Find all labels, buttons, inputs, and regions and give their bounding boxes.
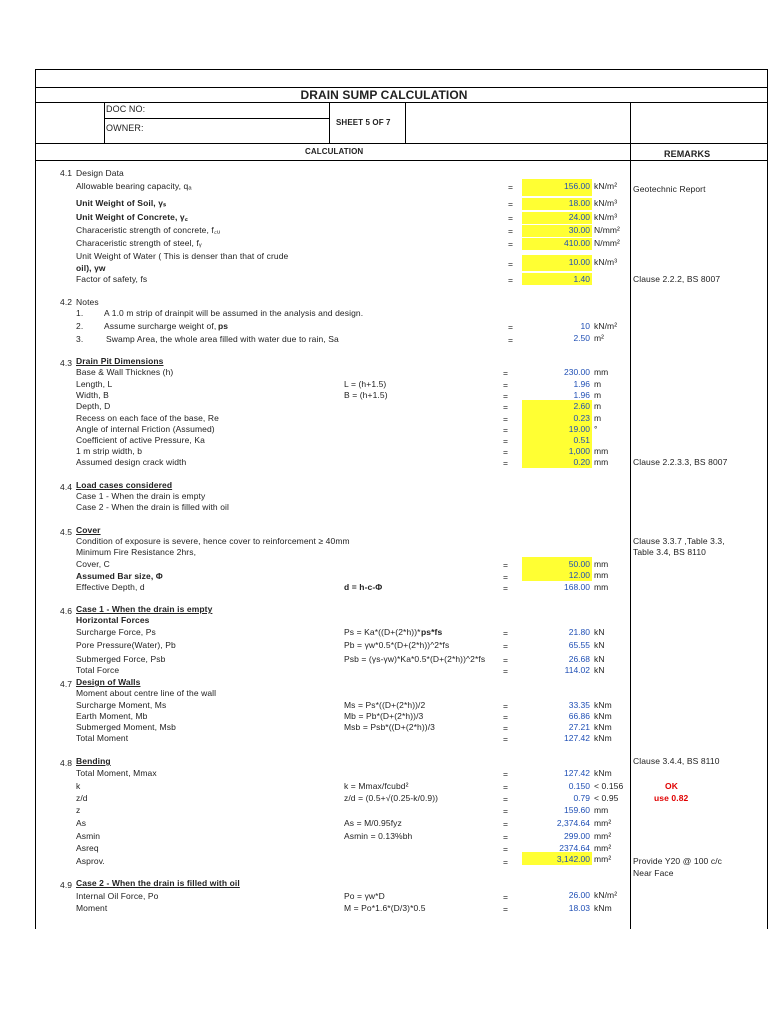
- unit: mm²: [594, 854, 612, 864]
- unit: mm: [594, 367, 609, 377]
- formula: k = Mmax/fcubd²: [344, 781, 409, 791]
- unit: mm: [594, 805, 609, 815]
- equals: =: [503, 425, 509, 435]
- remark: Clause 2.2.2, BS 8007: [633, 274, 721, 284]
- row-label: Unit Weight of Water ( This is denser than that of crude: [76, 251, 289, 261]
- row-label: Recess on each face of the base, Re: [76, 413, 219, 423]
- doc-no-label: DOC NO:: [106, 104, 146, 114]
- formula: Msb = Psb*((D+(2*h))/3: [344, 722, 436, 732]
- row-label: Depth, D: [76, 401, 111, 411]
- section-number: 4.8: [60, 758, 73, 768]
- formula: Psb = (γs-γw)*Ka*0.5*(D+(2*h))^2*fs: [344, 654, 486, 664]
- equals: =: [503, 447, 509, 457]
- row-label: Angle of internal Friction (Assumed): [76, 424, 215, 434]
- section-title: Case 1 - When the drain is empty: [76, 604, 213, 614]
- row-label: Assumed Bar size, Φ: [76, 571, 163, 581]
- value: 18.03: [568, 903, 590, 913]
- equals: =: [503, 794, 509, 804]
- value: 10.00: [568, 257, 590, 267]
- unit: kN/m²: [594, 181, 618, 191]
- case-item: Case 1 - When the drain is empty: [76, 491, 206, 501]
- equals: =: [503, 402, 509, 412]
- equals: =: [503, 572, 509, 582]
- value: 2.60: [573, 401, 590, 411]
- formula: Ps = Ka*((D+(2*h))*: [344, 627, 421, 637]
- unit: N/mm²: [594, 225, 620, 235]
- section-number: 4.3: [60, 358, 73, 368]
- equals: =: [508, 322, 514, 332]
- section-title: Notes: [76, 297, 99, 307]
- value: 50.00: [568, 559, 590, 569]
- section-title: Load cases considered: [76, 480, 173, 490]
- section-title: Cover: [76, 525, 101, 535]
- value: 1.96: [573, 390, 590, 400]
- unit: kN: [594, 640, 605, 650]
- formula: Po = γw*D: [344, 891, 385, 901]
- equals: =: [508, 226, 514, 236]
- row-label: Coefficient of active Pressure, Ka: [76, 435, 205, 445]
- unit: m: [594, 379, 602, 389]
- row-label: Assumed design crack width: [76, 457, 187, 467]
- value: 66.86: [568, 711, 590, 721]
- remark: Clause 3.4.4, BS 8110: [633, 756, 720, 766]
- equals: =: [503, 769, 509, 779]
- row-label: Characeristic strength of steel, fᵧ: [76, 238, 202, 248]
- equals: =: [503, 436, 509, 446]
- value: 299.00: [564, 831, 590, 841]
- equals: =: [503, 723, 509, 733]
- section-number: 4.2: [60, 297, 73, 307]
- section-number: 4.9: [60, 880, 73, 890]
- formula: Pb = γw*0.5*(D+(2*h))^2*fs: [344, 640, 450, 650]
- row-label: Unit Weight of Concrete, γ꜀: [76, 212, 188, 222]
- formula: z/d = (0.5+√(0.25-k/0.9)): [344, 793, 439, 803]
- value: 0.20: [573, 457, 590, 467]
- unit: mm²: [594, 818, 612, 828]
- row-label: Base & Wall Thicknes (h): [76, 367, 174, 377]
- value: 0.51: [573, 435, 590, 445]
- formula: L = (h+1.5): [344, 379, 387, 389]
- value: 127.42: [564, 733, 590, 743]
- value: 0.79: [573, 793, 590, 803]
- frame-line: [35, 102, 768, 103]
- value: 1,000: [568, 446, 590, 456]
- value: 2374.64: [559, 843, 590, 853]
- row-label: Submerged Force, Psb: [76, 654, 166, 664]
- unit: m: [594, 413, 602, 423]
- equals: =: [508, 182, 514, 192]
- owner-label: OWNER:: [106, 123, 144, 133]
- equals: =: [503, 819, 509, 829]
- value: 10: [580, 321, 590, 331]
- row-label: Total Force: [76, 665, 120, 675]
- unit: mm²: [594, 843, 612, 853]
- formula: Mb = Pb*(D+(2*h))/3: [344, 711, 424, 721]
- row-label: Minimum Fire Resistance 2hrs,: [76, 547, 197, 557]
- value: 2,374.64: [556, 818, 590, 828]
- value: 26.00: [568, 890, 590, 900]
- frame-line: [329, 102, 330, 143]
- unit: kN/m³: [594, 198, 618, 208]
- row-label: Effective Depth, d: [76, 582, 145, 592]
- page-title: DRAIN SUMP CALCULATION: [300, 88, 468, 102]
- status-note: use 0.82: [654, 793, 689, 803]
- value: 19.00: [568, 424, 590, 434]
- row-label: oil), γw: [76, 263, 106, 273]
- section-number: 4.1: [60, 168, 73, 178]
- row-label: Characeristic strength of concrete, f꜀ᵤ: [76, 225, 221, 235]
- frame-left: [35, 69, 36, 929]
- equals: =: [503, 458, 509, 468]
- value: 168.00: [564, 582, 590, 592]
- frame-top: [35, 69, 768, 70]
- section-number: 4.6: [60, 606, 73, 616]
- remarks-heading: REMARKS: [664, 149, 711, 159]
- equals: =: [503, 892, 509, 902]
- status-ok: OK: [665, 781, 678, 791]
- equals: =: [508, 213, 514, 223]
- limit: < 0.156: [594, 781, 624, 791]
- frame-line: [104, 102, 105, 143]
- equals: =: [508, 239, 514, 249]
- equals: =: [503, 712, 509, 722]
- row-label: Asmin: [76, 831, 101, 841]
- unit: kN: [594, 654, 605, 664]
- note-number: 3.: [76, 334, 84, 344]
- value: 27.21: [568, 722, 590, 732]
- value: 114.02: [564, 665, 590, 675]
- row-label: Earth Moment, Mb: [76, 711, 148, 721]
- value: 12.00: [568, 570, 590, 580]
- unit: m²: [594, 333, 605, 343]
- note-number: 2.: [76, 321, 84, 331]
- row-label: Unit Weight of Soil, γₛ: [76, 198, 167, 208]
- value: 1.40: [573, 274, 590, 284]
- formula: B = (h+1.5): [344, 390, 388, 400]
- calculation-heading: CALCULATION: [305, 147, 364, 156]
- subsection-title: Horizontal Forces: [76, 615, 150, 625]
- note-text: Assume surcharge weight of,: [104, 321, 217, 331]
- unit: kNm: [594, 722, 612, 732]
- row-label: Pore Pressure(Water), Pb: [76, 640, 176, 650]
- row-label: Submerged Moment, Msb: [76, 722, 176, 732]
- note-text: A 1.0 m strip of drainpit will be assumed in the analysis and design.: [104, 308, 364, 318]
- row-label: Moment about centre line of the wall: [76, 688, 217, 698]
- row-label: 1 m strip width, b: [76, 446, 143, 456]
- row-label: z: [76, 805, 81, 815]
- unit: m: [594, 401, 602, 411]
- row-label: Condition of exposure is severe, hence cover to reinforcement ≥ 40mm: [76, 536, 350, 546]
- value: 3,142.00: [556, 854, 590, 864]
- value: 21.80: [568, 627, 590, 637]
- unit: N/mm²: [594, 238, 620, 248]
- note-number: 1.: [76, 308, 84, 318]
- row-label: Length, L: [76, 379, 113, 389]
- unit: mm: [594, 559, 609, 569]
- section-number: 4.5: [60, 527, 73, 537]
- equals: =: [503, 857, 509, 867]
- equals: =: [503, 904, 509, 914]
- row-label: Factor of safety, fs: [76, 274, 148, 284]
- unit: kNm: [594, 711, 612, 721]
- section-title: Bending: [76, 756, 111, 766]
- unit: kNm: [594, 700, 612, 710]
- note-text: Swamp Area, the whole area filled with water due to rain, Sa: [106, 334, 339, 344]
- value: 159.60: [564, 805, 590, 815]
- equals: =: [503, 782, 509, 792]
- value: 410.00: [564, 238, 590, 248]
- value: 127.42: [564, 768, 590, 778]
- row-label: Moment: [76, 903, 108, 913]
- limit: < 0.95: [594, 793, 619, 803]
- section-title: Design Data: [76, 168, 124, 178]
- equals: =: [503, 380, 509, 390]
- remark: Clause 3.3.7 ,Table 3.3,: [633, 536, 725, 546]
- value: 33.35: [568, 700, 590, 710]
- equals: =: [503, 701, 509, 711]
- row-label: Surcharge Force, Ps: [76, 627, 156, 637]
- equals: =: [508, 335, 514, 345]
- unit: kNm: [594, 768, 612, 778]
- row-label: z/d: [76, 793, 88, 803]
- unit: kNm: [594, 903, 612, 913]
- formula-symbol: ps*fs: [421, 627, 443, 637]
- equals: =: [503, 368, 509, 378]
- remark: Clause 2.2.3.3, BS 8007: [633, 457, 728, 467]
- formula: Asmin = 0.13%bh: [344, 831, 413, 841]
- frame-line: [104, 118, 329, 119]
- equals: =: [503, 655, 509, 665]
- unit: kN/m²: [594, 890, 618, 900]
- remark: Geotechnic Report: [633, 184, 706, 194]
- frame-line: [35, 160, 768, 161]
- unit: kN/m²: [594, 321, 618, 331]
- equals: =: [508, 275, 514, 285]
- remark: Near Face: [633, 868, 674, 878]
- sheet-label: SHEET 5 OF 7: [336, 118, 391, 127]
- row-label: k: [76, 781, 81, 791]
- remark: Provide Y20 @ 100 c/c: [633, 856, 723, 866]
- section-number: 4.4: [60, 482, 73, 492]
- unit: mm: [594, 570, 609, 580]
- equals: =: [503, 583, 509, 593]
- value: 2.50: [573, 333, 590, 343]
- equals: =: [508, 259, 514, 269]
- value: 156.00: [564, 181, 590, 191]
- row-label: Allowable bearing capacity, qₐ: [76, 181, 192, 191]
- equals: =: [503, 832, 509, 842]
- row-label: Cover, C: [76, 559, 110, 569]
- equals: =: [503, 666, 509, 676]
- formula: d = h-c-Φ: [344, 582, 383, 592]
- equals: =: [503, 641, 509, 651]
- remark: Table 3.4, BS 8110: [633, 547, 706, 557]
- frame-line: [405, 102, 406, 143]
- equals: =: [503, 844, 509, 854]
- remarks-divider: [630, 102, 631, 929]
- value: 230.00: [564, 367, 590, 377]
- equals: =: [503, 734, 509, 744]
- unit: mm: [594, 582, 609, 592]
- row-label: Total Moment: [76, 733, 129, 743]
- equals: =: [503, 560, 509, 570]
- unit: kN: [594, 665, 605, 675]
- section-number: 4.7: [60, 679, 73, 689]
- section-title: Design of Walls: [76, 677, 141, 687]
- value: 1.96: [573, 379, 590, 389]
- unit: °: [594, 424, 598, 434]
- value: 18.00: [568, 198, 590, 208]
- unit: kN/m³: [594, 212, 618, 222]
- value: 26.68: [568, 654, 590, 664]
- row-label: Surcharge Moment, Ms: [76, 700, 167, 710]
- note-symbol: ps: [218, 321, 229, 331]
- row-label: Asprov.: [76, 856, 105, 866]
- unit: mm: [594, 446, 609, 456]
- row-label: Width, B: [76, 390, 109, 400]
- unit: m: [594, 390, 602, 400]
- unit: mm²: [594, 831, 612, 841]
- formula: As = M/0.95fyz: [344, 818, 402, 828]
- formula: M = Po*1.6*(D/3)*0.5: [344, 903, 426, 913]
- row-label: Internal Oil Force, Po: [76, 891, 159, 901]
- section-title: Drain Pit Dimensions: [76, 356, 164, 366]
- equals: =: [503, 414, 509, 424]
- value: 65.55: [568, 640, 590, 650]
- case-item: Case 2 - When the drain is filled with oil: [76, 502, 230, 512]
- value: 0.23: [573, 413, 590, 423]
- frame-line: [35, 143, 768, 144]
- equals: =: [508, 199, 514, 209]
- section-title: Case 2 - When the drain is filled with oil: [76, 878, 240, 888]
- formula: Ms = Ps*((D+(2*h))/2: [344, 700, 426, 710]
- value: 0.150: [568, 781, 590, 791]
- equals: =: [503, 806, 509, 816]
- equals: =: [503, 391, 509, 401]
- unit: kN: [594, 627, 605, 637]
- unit: mm: [594, 457, 609, 467]
- row-label: Total Moment, Mmax: [76, 768, 157, 778]
- value: 30.00: [568, 225, 590, 235]
- value: 24.00: [568, 212, 590, 222]
- equals: =: [503, 628, 509, 638]
- row-label: Asreq: [76, 843, 99, 853]
- unit: kNm: [594, 733, 612, 743]
- unit: kN/m³: [594, 257, 618, 267]
- row-label: As: [76, 818, 87, 828]
